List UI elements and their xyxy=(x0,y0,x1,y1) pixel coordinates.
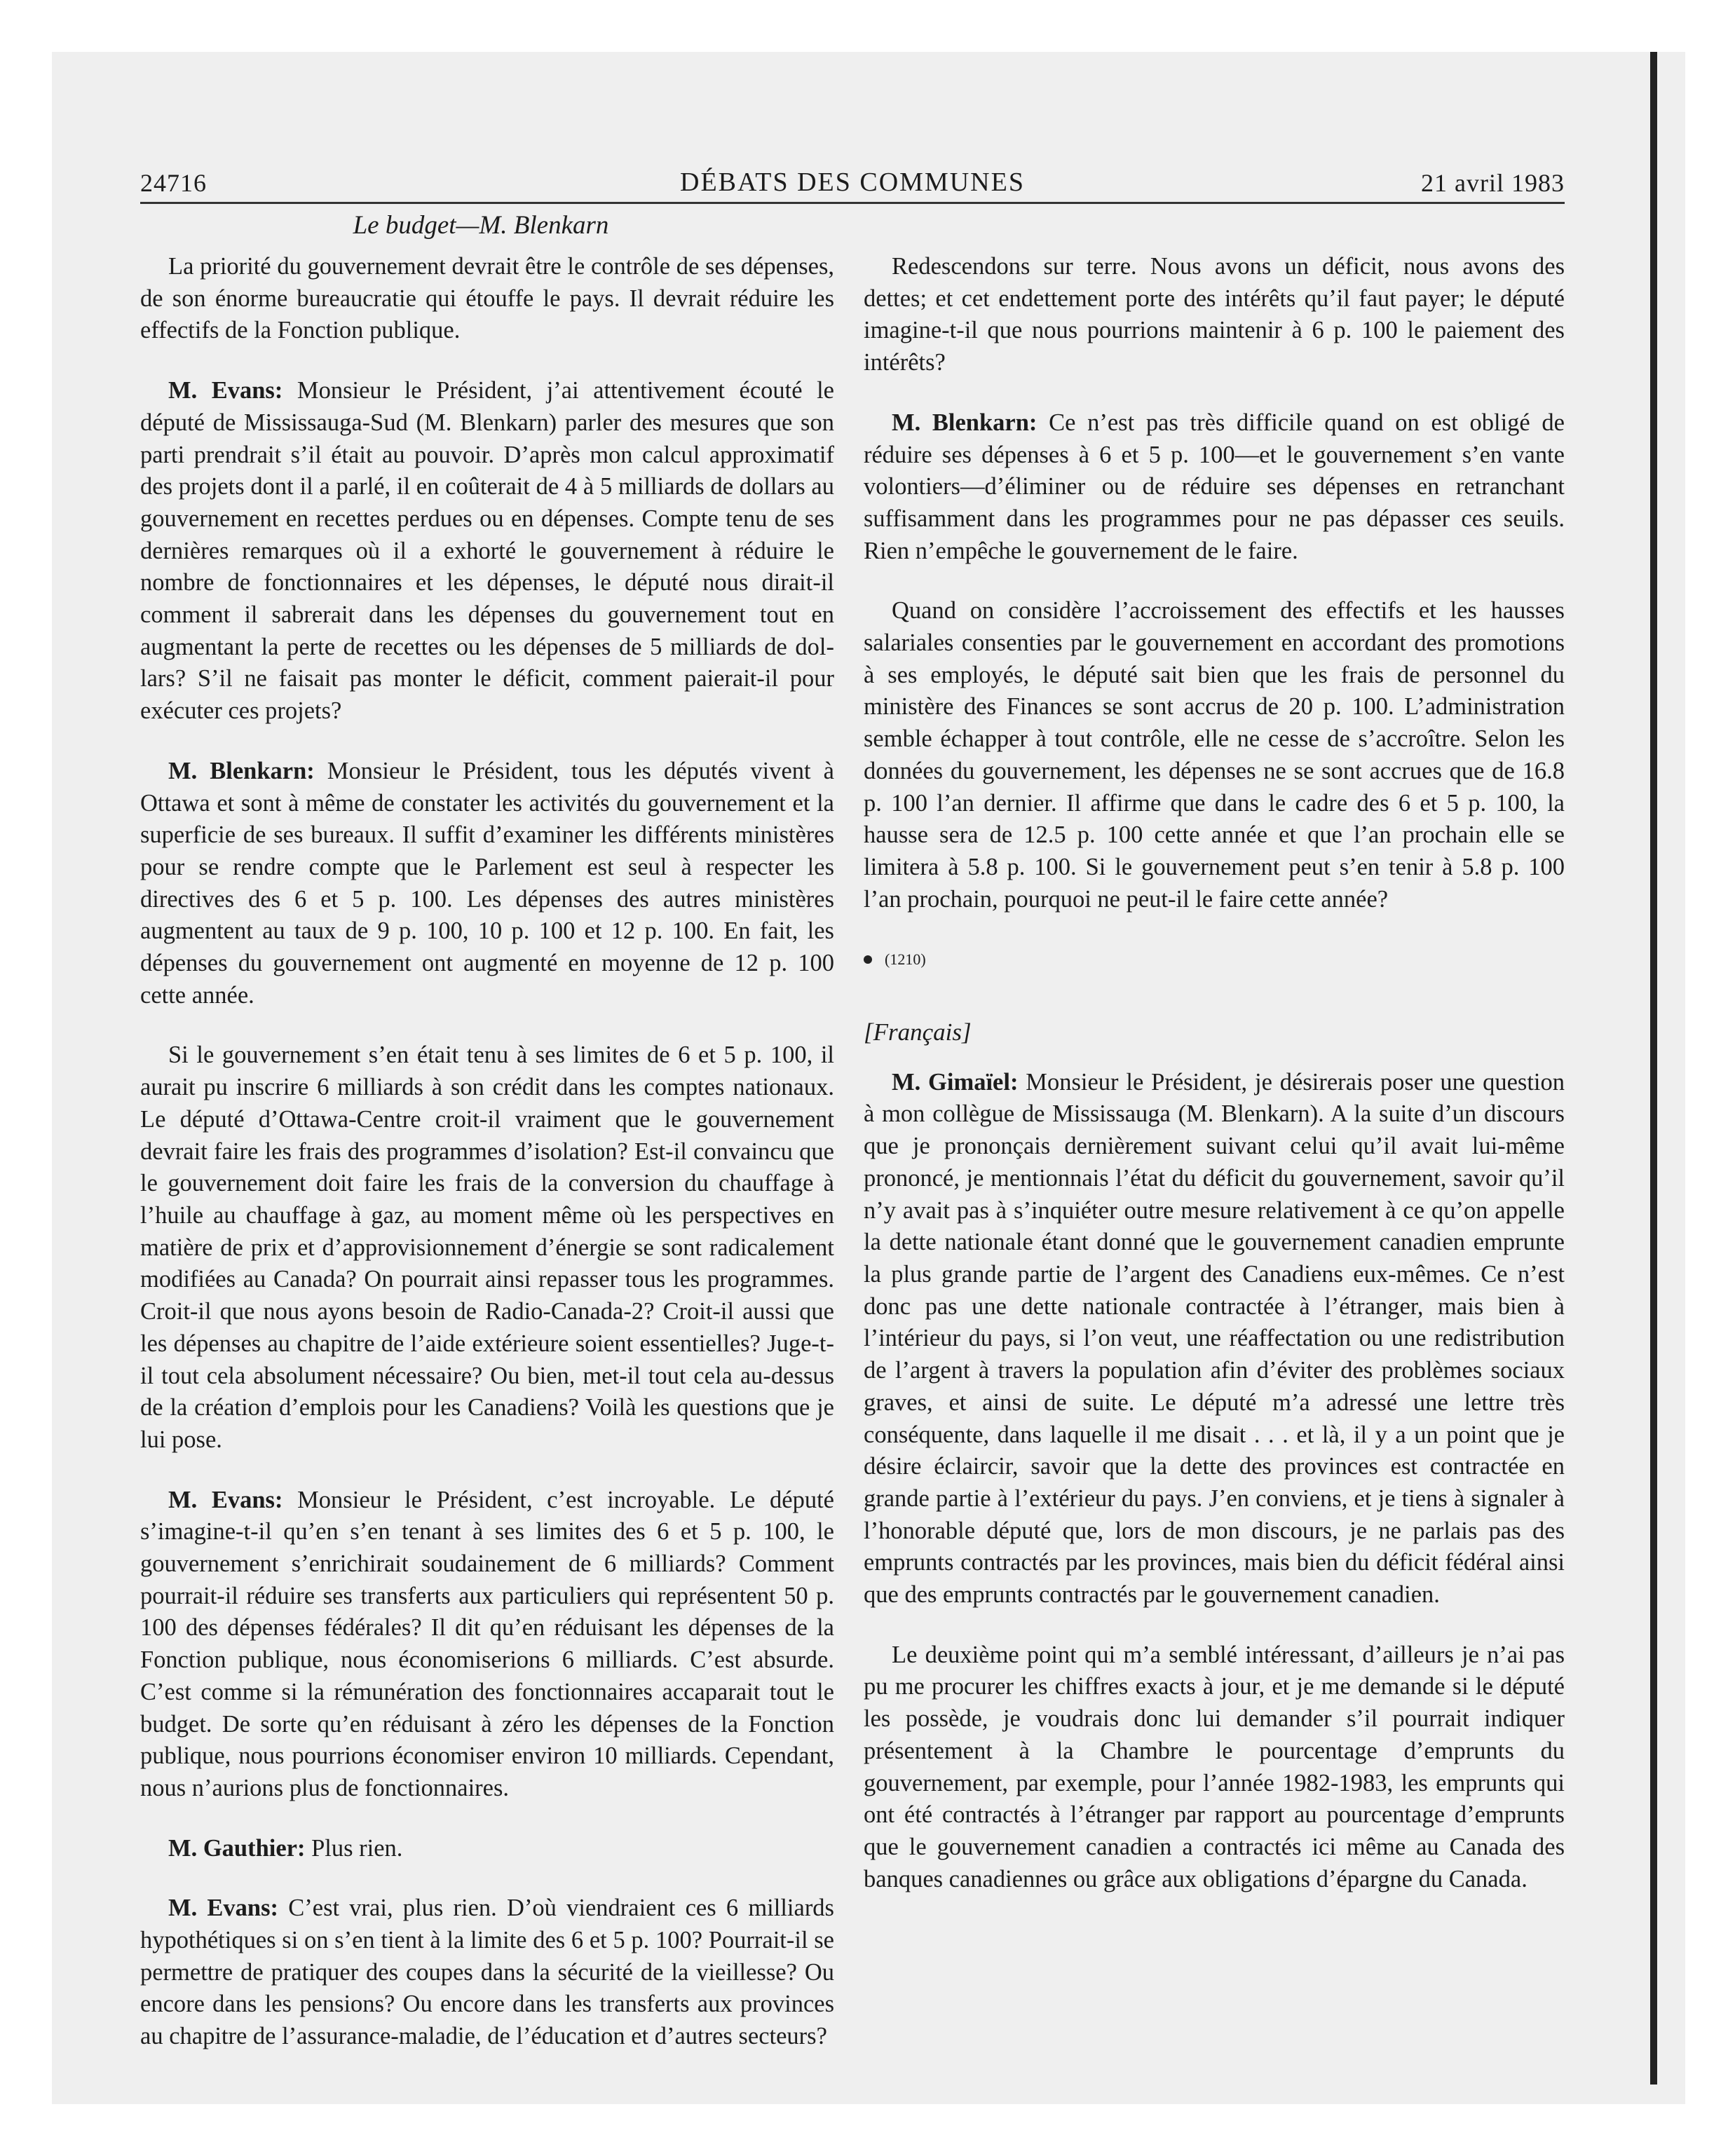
right-column xyxy=(864,251,1565,1923)
running-subject: Le budget—M. Blenkarn xyxy=(353,211,609,240)
left-column xyxy=(140,251,834,2081)
time-marker-text: (1210) xyxy=(885,950,926,969)
speaker-name: M. Evans: xyxy=(168,1895,279,1922)
speaker-name: M. Blenkarn: xyxy=(892,409,1037,436)
speaker-name: M. Gauthier: xyxy=(168,1834,306,1862)
paragraph xyxy=(864,251,1565,379)
paragraph-text: Si le gouvernement s’en était tenu à ses limites de 6 et 5 p. 100, il aurait pu inscrire 6 milliards à son crédit dans les comptes nationaux. Le député d’Ottawa-Centre croit-il vraiment que le gouvernement devrait faire les frais des programmes d’isolation? Est-il convaincu que le gouvernement doit faire les frais de la conversion du chauffage à l’huile au chauffage à gaz, au moment même où les perspectives en matière de prix et d’approvisionnement d’énergie se sont radicalement modifiées au Canada? On pourrait ainsi repasser tous les programmes. Croit-il que nous ayons besoin de Radio-Canada-2? Croit-il aussi que les dépenses au chapitre de l’aide extérieure soient essentielles? Juge-t-il tout cela absolument nécessaire? Ou bien, met-il tout cela au-dessus de la création d’emplois pour les Canadiens? Voilà les questions que je lui pose. xyxy=(140,1042,834,1453)
bullet-icon xyxy=(864,955,872,964)
paragraph xyxy=(140,756,834,1012)
paragraph-text: Redescendons sur terre. Nous avons un déficit, nous avons des dettes; et cet endettement porte des intérêts qu’il faut payer; le député imagine-t-il que nous pourrions maintenir à 6 p. 100 le paiement des intérêts? xyxy=(864,253,1565,376)
paragraph-text: Ce n’est pas très difficile quand on est obligé de réduire ses dépenses à 6 et 5 p. 100—et le gouvernement s’en vante volontiers—d’éliminer ou de réduire ses dépenses en retranchant suffisamment dans les programmes pour ne pas dépasser ces seuils. Rien n’empêche le gouvernement de le faire. xyxy=(864,409,1565,564)
paragraph-text: Quand on considère l’accroissement des effectifs et les hausses salariales consenties par le gouvernement en accordant des promotions à ses employés, le député sait bien que les frais de personnel du ministère des Finances se sont accrus de 20 p. 100. L’administration semble échapper à tout contrôle, elle ne cesse de s’accroître. Selon les données du gouvernement, les dépenses ne se sont accrues que de 16.8 p. 100 l’an dernier. Il affirme que dans le cadre des 6 et 5 p. 100, la hausse sera de 12.5 p. 100 cette année et que l’an prochain elle se limitera à 5.8 p. 100. Si le gouvernement peut s’en tenir à 5.8 p. 100 l’an prochain, pourquoi ne peut-il le faire cette année? xyxy=(864,597,1565,913)
paragraph xyxy=(140,375,834,728)
paragraph-text: Monsieur le Président, j’ai attentivement écouté le député de Mississauga-Sud (M. Blenkarn) parler des mesures que son parti prendrait s’il était au pouvoir. D’après mon calcul approximatif des projets dont il a parlé, il en coûterait de 4 à 5 milliards de dollars au gouvernement en recettes perdues ou en dépenses. Compte tenu de ses dernières remarques où il a exhorté le gouvernement à réduire le nombre de fonctionnaires et les dépenses, le député nous dirait-il comment il sabrerait dans les dépenses du gouvernement tout en augmentant la perte de recettes ou les dépenses de 5 milliards de dollars? S’il ne faisait pas monter le déficit, comment paierait-il pour exécuter ces projets? xyxy=(140,377,834,725)
publication-date: 21 avril 1983 xyxy=(1421,169,1565,197)
speaker-name: M. Blenkarn: xyxy=(168,757,315,784)
paragraph-text: Plus rien. xyxy=(305,1834,403,1862)
paragraph xyxy=(864,1639,1565,1896)
publication-title: DÉBATS DES COMMUNES xyxy=(680,168,1025,197)
paragraph-text: Le deuxième point qui m’a semblé intéressant, d’ailleurs je n’ai pas pu me procurer les chiffres exacts à jour, et je me demande si le député les possède, je voudrais donc lui demander s’il pourrait indiquer présentement à la Chambre le pourcentage d’emprunts du gouvernement, par exemple, pour l’année 1982-1983, les emprunts qui ont été contractés à l’étranger par rapport au pourcentage d’emprunts que le gouvernement canadien a contractés ici même au Canada des banques canadiennes ou grâce aux obligations d’épargne du Canada. xyxy=(864,1641,1565,1892)
paragraph xyxy=(140,1833,834,1865)
paragraph-text: Monsieur le Président, c’est incroyable. Le député s’imagine-t-il qu’en s’en tenant à ses limites des 6 et 5 p. 100, le gouvernement s’enrichirait soudainement de 6 milliards? Comment pourrait-il réduire ses transferts aux particuliers qui représentent 50 p. 100 des dépenses fédérales? Il dit qu’en réduisant les dépenses de la Fonction publique, nous économiserions 6 milliards. C’est absurde. C’est comme si la rémunération des fonctionnaires accaparait tout le budget. De sorte qu’en réduisant à zéro les dépenses de la Fonction publique, nous pourrions économiser environ 10 milliards. Cependant, nous n’aurions plus de fonctionnaires. xyxy=(140,1486,834,1801)
page-header xyxy=(140,160,1565,204)
paragraph-text: Monsieur le Président, je désirerais poser une question à mon collègue de Mississauga (M. Blenkarn). A la suite d’un discours que je prononçais dernièrement suivant celui qu’il avait lui-même prononcé, je mentionnais l’état du déficit du gouvernement, savoir qu’il n’y avait pas à s’inquiéter outre mesure relativement à ce qu’on appelle la dette nationale étant donné que le gouvernement canadien emprunte la plus grande partie de l’argent des Canadiens eux-mêmes. Ce n’est donc pas une dette nationale contractée à l’étranger, mais bien à l’intérieur du pays, si l’on veut, une réaffectation ou une redistribution de l’argent à travers la population afin d’éviter des problèmes sociaux graves, et ainsi de suite. Le député m’a adressé une lettre très conséquente, dans laquelle il me disait . . . et là, il y a un point que je désire éclaircir, savoir que la dette des provinces est contractée en grande partie à l’extérieur du pays. J’en conviens, et je tiens à signaler à l’honorable député que, lors de mon discours, je ne parlais pas des emprunts contractés par les provinces, mais bien du déficit fédéral ainsi que des emprunts contractés par le gouvernement canadien. xyxy=(864,1068,1565,1609)
scan-edge-shadow xyxy=(1650,52,1657,2085)
paragraph xyxy=(864,1067,1565,1611)
language-tag: [Français] xyxy=(864,1018,972,1046)
speaker-name: M. Evans: xyxy=(168,1486,283,1513)
paragraph xyxy=(140,251,834,347)
page-number: 24716 xyxy=(140,169,207,197)
paragraph xyxy=(140,1039,834,1456)
paragraph xyxy=(864,407,1565,568)
paragraph xyxy=(140,1485,834,1805)
paragraph-text: La priorité du gouvernement devrait être le contrôle de ses dépenses, de son énorme bureaucratie qui étouffe le pays. Il devrait réduire les effectifs de la Fonction publique. xyxy=(140,253,834,344)
paragraph xyxy=(140,1892,834,2053)
time-marker xyxy=(864,943,1565,976)
speaker-name: M. Gimaïel: xyxy=(892,1068,1019,1096)
paragraph xyxy=(864,595,1565,915)
speaker-name: M. Evans: xyxy=(168,377,283,404)
paragraph-text: Monsieur le Président, tous les députés vivent à Ottawa et sont à même de constater les activités du gouvernement et la superficie de ses bureaux. Il suffit d’examiner les différents ministères pour se rendre compte que le Parlement est seul à respecter les directives des 6 et 5 p. 100. Les dépenses des autres ministères augmentent au taux de 9 p. 100, 10 p. 100 et 12 p. 100. En fait, les dépenses du gouvernement ont augmenté en moyenne de 12 p. 100 cette année. xyxy=(140,757,834,1009)
paragraph-text: C’est vrai, plus rien. D’où viendraient ces 6 milliards hypothétiques si on s’en tient à la limite des 6 et 5 p. 100? Pourrait-il se permettre de pratiquer des coupes dans la sécurité de la vieillesse? Ou encore dans les pensions? Ou encore dans les transferts aux provinces au chapitre de l’assurance-maladie, de l’éducation et d’autres secteurs? xyxy=(140,1895,834,2050)
